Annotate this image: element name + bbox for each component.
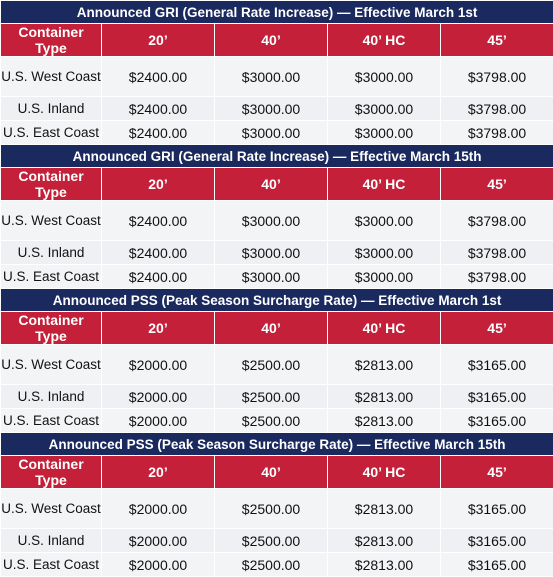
- column-header-size: 40’ HC: [328, 312, 441, 345]
- price-cell: $3000.00: [328, 121, 441, 145]
- price-cell: $2813.00: [328, 489, 441, 529]
- price-cell: $2400.00: [102, 265, 215, 289]
- region-cell: U.S. Inland: [1, 385, 102, 409]
- price-cell: $3165.00: [441, 409, 553, 433]
- section-title-row: [1, 145, 553, 168]
- table-row: [1, 57, 553, 97]
- price-cell: $2500.00: [215, 385, 328, 409]
- price-cell: $3000.00: [215, 57, 328, 97]
- section-title: Announced GRI (General Rate Increase) — Effective March 1st: [1, 1, 553, 24]
- price-cell: $2813.00: [328, 385, 441, 409]
- column-header-container-type: Container Type: [1, 456, 102, 489]
- region-cell: U.S. East Coast: [1, 265, 102, 289]
- table-row: [1, 529, 553, 553]
- column-header-size: 40’: [215, 456, 328, 489]
- price-cell: $2000.00: [102, 345, 215, 385]
- section-title: Announced GRI (General Rate Increase) — Effective March 15th: [1, 145, 553, 168]
- column-header-row: [1, 312, 553, 345]
- table-row: [1, 409, 553, 433]
- column-header-container-type: Container Type: [1, 24, 102, 57]
- price-cell: $3000.00: [215, 121, 328, 145]
- table-row: [1, 553, 553, 577]
- price-cell: $3165.00: [441, 345, 553, 385]
- table-row: [1, 345, 553, 385]
- price-cell: $2813.00: [328, 553, 441, 577]
- price-cell: $2500.00: [215, 409, 328, 433]
- table-row: [1, 489, 553, 529]
- column-header-size: 20’: [102, 312, 215, 345]
- price-cell: $2400.00: [102, 201, 215, 241]
- price-cell: $3165.00: [441, 489, 553, 529]
- table-row: [1, 265, 553, 289]
- price-cell: $3798.00: [441, 121, 553, 145]
- price-cell: $2400.00: [102, 97, 215, 121]
- table-row: [1, 385, 553, 409]
- column-header-size: 40’: [215, 168, 328, 201]
- price-cell: $3165.00: [441, 529, 553, 553]
- section-title-row: [1, 289, 553, 312]
- price-cell: $3798.00: [441, 201, 553, 241]
- price-cell: $2500.00: [215, 553, 328, 577]
- column-header-row: [1, 24, 553, 57]
- price-cell: $3000.00: [215, 265, 328, 289]
- section-title-row: [1, 1, 553, 24]
- rate-table-body: [1, 1, 553, 577]
- column-header-row: [1, 168, 553, 201]
- price-cell: $3000.00: [215, 201, 328, 241]
- price-cell: $2000.00: [102, 409, 215, 433]
- price-cell: $2000.00: [102, 553, 215, 577]
- price-cell: $3798.00: [441, 265, 553, 289]
- price-cell: $3000.00: [215, 97, 328, 121]
- region-cell: U.S. Inland: [1, 97, 102, 121]
- section-title-row: [1, 433, 553, 456]
- region-cell: U.S. West Coast: [1, 489, 102, 529]
- price-cell: $2813.00: [328, 409, 441, 433]
- column-header-size: 40’: [215, 312, 328, 345]
- table-row: [1, 201, 553, 241]
- price-cell: $2000.00: [102, 489, 215, 529]
- price-cell: $2000.00: [102, 529, 215, 553]
- table-row: [1, 121, 553, 145]
- region-cell: U.S. Inland: [1, 529, 102, 553]
- region-cell: U.S. Inland: [1, 241, 102, 265]
- column-header-size: 45’: [441, 456, 553, 489]
- price-cell: $3000.00: [328, 97, 441, 121]
- price-cell: $3798.00: [441, 97, 553, 121]
- region-cell: U.S. West Coast: [1, 201, 102, 241]
- price-cell: $2500.00: [215, 529, 328, 553]
- column-header-size: 20’: [102, 24, 215, 57]
- column-header-size: 45’: [441, 24, 553, 57]
- price-cell: $2813.00: [328, 345, 441, 385]
- price-cell: $3000.00: [328, 241, 441, 265]
- column-header-size: 40’ HC: [328, 24, 441, 57]
- column-header-size: 45’: [441, 168, 553, 201]
- column-header-size: 40’ HC: [328, 168, 441, 201]
- region-cell: U.S. East Coast: [1, 409, 102, 433]
- price-cell: $3165.00: [441, 385, 553, 409]
- price-cell: $3798.00: [441, 241, 553, 265]
- price-cell: $3000.00: [328, 265, 441, 289]
- price-cell: $2813.00: [328, 529, 441, 553]
- column-header-size: 20’: [102, 456, 215, 489]
- price-cell: $3165.00: [441, 553, 553, 577]
- column-header-size: 45’: [441, 312, 553, 345]
- column-header-container-type: Container Type: [1, 168, 102, 201]
- table-row: [1, 97, 553, 121]
- region-cell: U.S. East Coast: [1, 553, 102, 577]
- table-row: [1, 241, 553, 265]
- price-cell: $2400.00: [102, 121, 215, 145]
- price-cell: $2400.00: [102, 241, 215, 265]
- region-cell: U.S. West Coast: [1, 345, 102, 385]
- column-header-row: [1, 456, 553, 489]
- price-cell: $2500.00: [215, 489, 328, 529]
- price-cell: $2500.00: [215, 345, 328, 385]
- column-header-size: 40’: [215, 24, 328, 57]
- region-cell: U.S. West Coast: [1, 57, 102, 97]
- price-cell: $3000.00: [328, 57, 441, 97]
- section-title: Announced PSS (Peak Season Surcharge Rate) — Effective March 15th: [1, 433, 553, 456]
- price-cell: $3000.00: [328, 201, 441, 241]
- section-title: Announced PSS (Peak Season Surcharge Rate) — Effective March 1st: [1, 289, 553, 312]
- column-header-container-type: Container Type: [1, 312, 102, 345]
- column-header-size: 20’: [102, 168, 215, 201]
- price-cell: $2400.00: [102, 57, 215, 97]
- column-header-size: 40’ HC: [328, 456, 441, 489]
- price-cell: $3798.00: [441, 57, 553, 97]
- price-cell: $3000.00: [215, 241, 328, 265]
- region-cell: U.S. East Coast: [1, 121, 102, 145]
- price-cell: $2000.00: [102, 385, 215, 409]
